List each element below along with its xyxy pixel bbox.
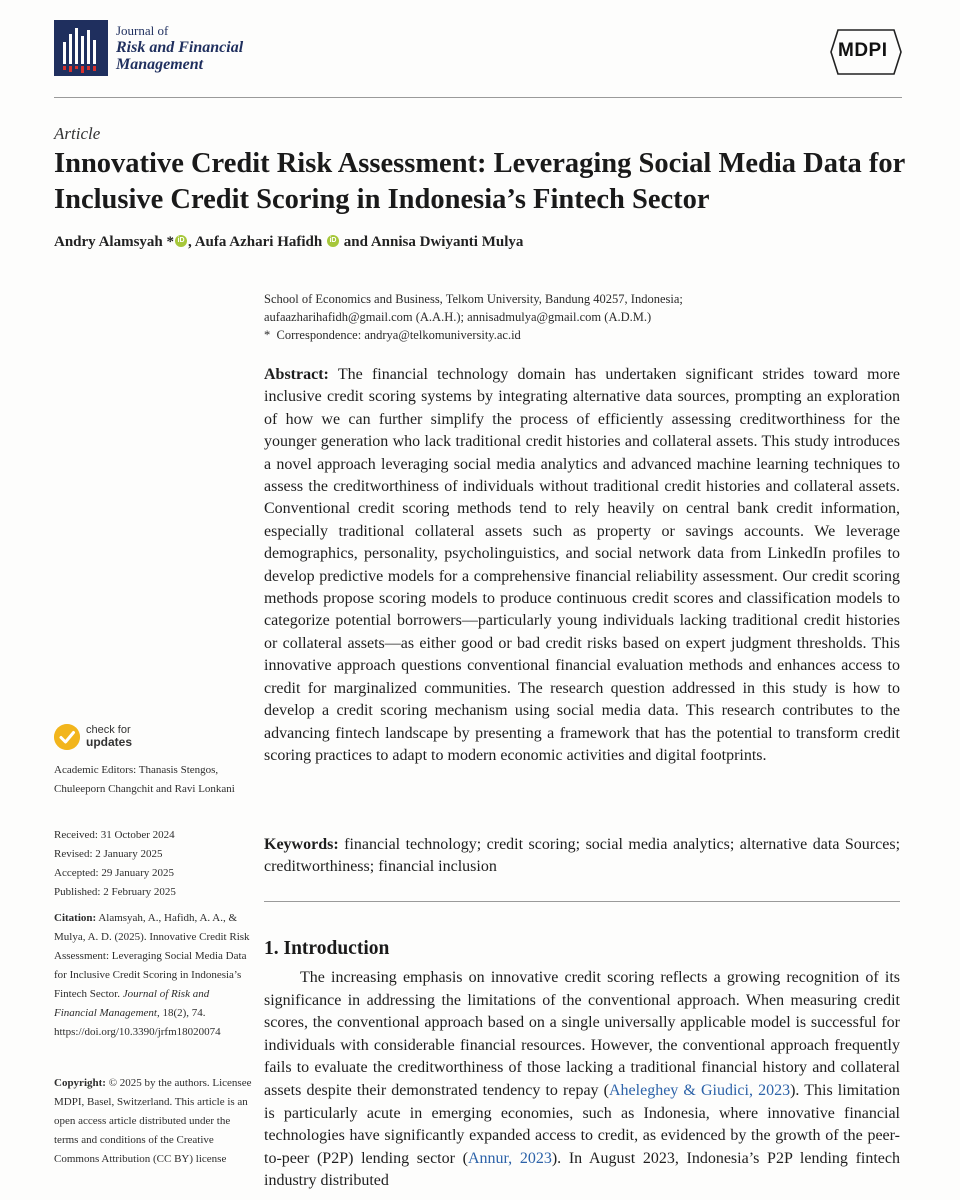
citation-link[interactable]: Aheleghey & Giudici, 2023 — [609, 1081, 791, 1099]
publication-dates — [54, 826, 254, 902]
author-separator: and — [339, 234, 371, 250]
abstract — [264, 364, 900, 767]
journal-logo — [54, 20, 108, 76]
academic-editors: Academic Editors: Thanasis Stengos, Chuleeporn Changchit and Ravi Lonkani — [54, 764, 235, 795]
journal-bars-icon — [54, 20, 108, 76]
keywords-text: financial technology; credit scoring; social media analytics; alternative data Sources; creditworthiness; financial inclusion — [264, 836, 901, 876]
author-emails[interactable]: aufaazharihafidh@gmail.com (A.A.H.); annisadmulya@gmail.com (A.D.M.) — [264, 310, 652, 324]
affiliations — [264, 290, 884, 344]
citation-block — [54, 909, 254, 1042]
check-for-updates[interactable] — [86, 724, 132, 748]
citation-doi[interactable]: , 18(2), 74. https://doi.org/10.3390/jrfm18020074 — [54, 1007, 221, 1038]
keywords-divider — [264, 901, 900, 902]
keywords — [264, 834, 900, 879]
article-title: Innovative Credit Risk Assessment: Leveraging Social Media Data for Inclusive Credit Scoring in Indonesia’s Fintech Sector — [54, 148, 905, 215]
correspondence-email[interactable]: Correspondence: andrya@telkomuniversity.ac.id — [276, 328, 521, 342]
article-type: Article — [54, 124, 101, 143]
date-received: Received: 31 October 2024 — [54, 829, 175, 841]
date-accepted: Accepted: 29 January 2025 — [54, 867, 175, 879]
check-line2: updates — [86, 735, 133, 749]
orcid-icon[interactable]: iD — [327, 235, 339, 247]
intro-text-2: ). This limitation is particularly acute in emerging economies, such as Indonesia, where innovative financial technologies have significantly expanded access to credit, as evidenced by the growth of the peer-to-peer (P2P) lending sector ( — [264, 1081, 901, 1167]
copyright-block — [54, 1074, 254, 1169]
author-separator: , — [188, 234, 195, 250]
intro-text-3: ). In August 2023, Indonesia’s P2P lending fintech industry distributed — [264, 1149, 900, 1190]
intro-paragraph — [264, 967, 900, 1193]
publisher-logo: MDPI — [838, 40, 888, 61]
copyright-label: Copyright: — [54, 1077, 106, 1089]
correspondence-mark: * — [264, 328, 271, 342]
citation-link[interactable]: Annur, 2023 — [467, 1149, 552, 1167]
keywords-label: Keywords: — [264, 836, 339, 853]
section-heading: 1. Introduction — [264, 938, 390, 959]
citation-text: Alamsyah, A., Hafidh, A. A., & Mulya, A. D. (2025). Innovative Credit Risk Assessment: Leveraging Social Media Data for Inclusive Credit Scoring in Indonesia’s Fintech Sector. — [54, 912, 250, 1000]
orcid-icon[interactable]: iD — [175, 235, 187, 247]
date-published: Published: 2 February 2025 — [54, 886, 176, 898]
abstract-text: The financial technology domain has undertaken significant strides toward more inclusive credit scoring systems by integrating alternative data sources, prompting an exploration of how we can further simplify the process of efficiently assessing creditworthiness for the younger generation who lack traditional credit histories and collateral assets. This study introduces a novel approach leveraging social media analytics and advanced machine learning techniques to assess the creditworthiness of individuals without traditional credit histories and collateral assets. Conventional credit scoring methods tend to rely heavily on central bank credit information, especially traditional collateral assets such as property or savings accounts. We leverage demographics, personality, psycholinguistics, and social network data from LinkedIn profiles to develop predictive models for a comprehensive financial reliability assessment. Our credit scoring methods propose scoring models to produce continuous credit scores and classification models to categorize potential borrowers—particularly young individuals lacking traditional credit histories or collateral assets—as either good or bad credit risks based on expert judgment thresholds. This innovative approach questions conventional financial evaluation methods and enhances access to credit for marginalized communities. The research question addressed in this study is how to develop a credit scoring mechanism using social media data. This research contributes to the advancing fintech landscape by presenting a framework that has the potential to transform credit scoring practices to adapt to modern economic activities and digital footprints. — [264, 366, 901, 764]
author-name[interactable]: Annisa Dwiyanti Mulya — [370, 234, 524, 250]
author-name[interactable]: Andry Alamsyah — [54, 234, 163, 250]
journal-name-line3: Management — [116, 56, 204, 73]
citation-journal: Journal of Risk and Financial Management — [54, 988, 210, 1019]
copyright-text: © 2025 by the authors. Licensee MDPI, Basel, Switzerland. This article is an open access article distributed under the terms and conditions of the Creative Commons Attribution (CC BY) license — [54, 1077, 252, 1165]
check-line1: check for — [86, 724, 131, 736]
date-revised: Revised: 2 January 2025 — [54, 848, 163, 860]
affiliation-line: School of Economics and Business, Telkom University, Bandung 40257, Indonesia; — [264, 292, 683, 306]
header-divider — [54, 97, 902, 98]
journal-name-line1: Journal of — [116, 23, 169, 38]
correspondence-line — [264, 326, 884, 344]
journal-name-line2: Risk and Financial — [116, 39, 244, 56]
intro-text-1: The increasing emphasis on innovative credit scoring reflects a growing recognition of its significance in addressing the limitations of the conventional approach. When measuring credit scores, the conventional approach based on a single universally applicable model is successful for individuals with considerable financial resources. However, the conventional approach frequently fails to evaluate the creditworthiness of those lacking a traditional financial history and collateral assets despite their demonstrated tendency to repay ( — [264, 969, 900, 1099]
abstract-label: Abstract: — [264, 366, 329, 383]
citation-label: Citation: — [54, 912, 97, 924]
author-list — [54, 234, 523, 251]
journal-name[interactable] — [116, 22, 243, 73]
corresponding-mark: * — [162, 234, 175, 250]
check-for-updates-icon[interactable] — [54, 724, 80, 750]
author-name[interactable]: Aufa Azhari Hafidh — [194, 234, 323, 250]
